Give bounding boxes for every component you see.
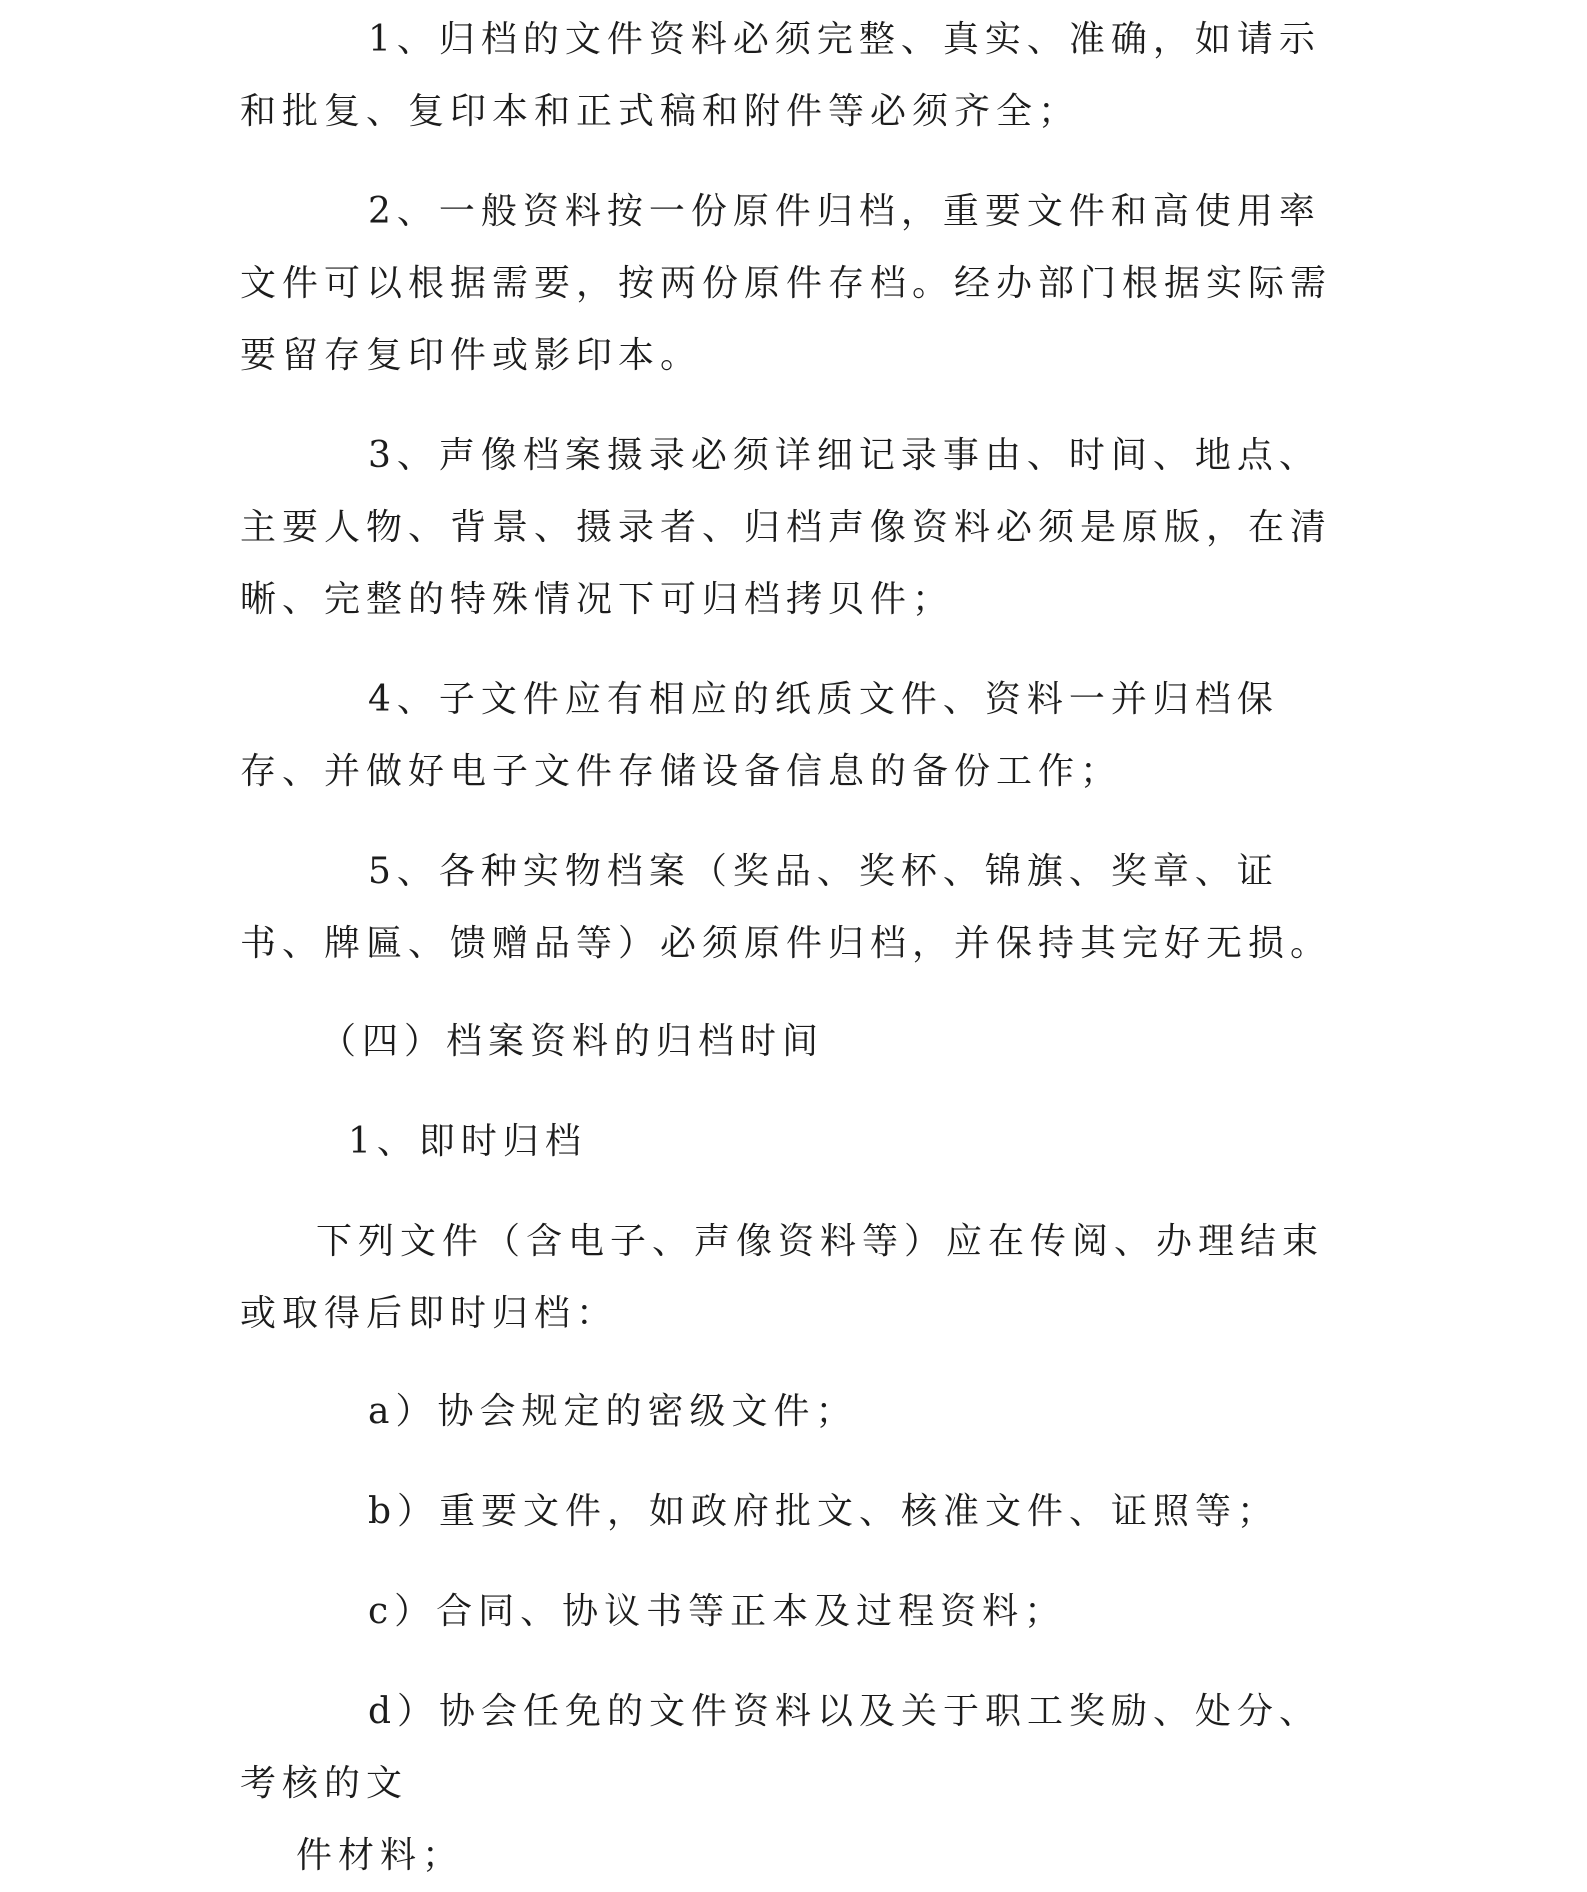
paragraph-5: 5、各种实物档案（奖品、奖杯、锦旗、奖章、证书、牌匾、馈赠品等）必须原件归档，并保持其完好无损。 — [240, 851, 1333, 964]
paragraph-3: 3、声像档案摄录必须详细记录事由、时间、地点、主要人物、背景、摄录者、归档声像资料必须是原版，在清晰、完整的特殊情况下可归档拷贝件； — [240, 435, 1333, 620]
sub-heading: 1、即时归档 — [348, 1121, 587, 1162]
list-item-c: c）合同、协议书等正本及过程资料； — [368, 1591, 1067, 1632]
list-item-b: b）重要文件，如政府批文、核准文件、证照等； — [368, 1491, 1280, 1532]
list-item-d-line-2: 件材料； — [296, 1835, 465, 1876]
paragraph-1: 1、归档的文件资料必须完整、真实、准确，如请示和批复、复印本和正式稿和附件等必须齐全； — [240, 19, 1321, 132]
paragraph-4: 4、子文件应有相应的纸质文件、资料一并归档保存、并做好电子文件存储设备信息的备份工作； — [240, 679, 1279, 792]
paragraph-2: 2、一般资料按一份原件归档，重要文件和高使用率文件可以根据需要，按两份原件存档。经办部门根据实际需要留存复印件或影印本。 — [240, 191, 1333, 376]
section-heading: （四）档案资料的归档时间 — [320, 1021, 825, 1062]
list-item-d-line-1: d）协会任免的文件资料以及关于职工奖励、处分、考核的文 — [240, 1691, 1322, 1804]
list-item-d — [240, 1676, 1340, 1892]
intro-paragraph: 下列文件（含电子、声像资料等）应在传阅、办理结束或取得后即时归档： — [240, 1221, 1325, 1334]
list-item-a: a）协会规定的密级文件； — [368, 1391, 858, 1432]
